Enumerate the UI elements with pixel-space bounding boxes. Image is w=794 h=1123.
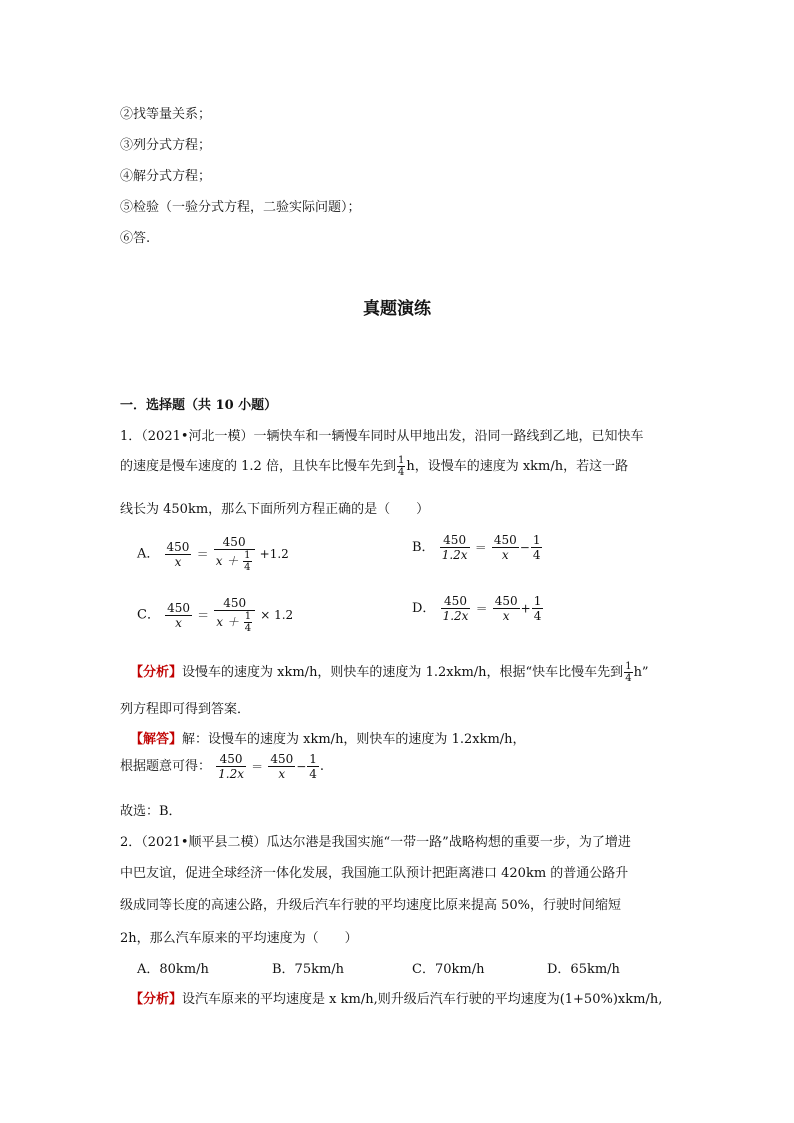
section-heading: 一．选择题（共 10 小题） (120, 398, 278, 413)
q1-analysis-line-2: 列方程即可得到答案． (120, 702, 251, 717)
q2-option-d[interactable]: D．65km/h (547, 962, 620, 977)
q2-analysis-line-1: 【分析】设汽车原来的平均速度是 x km/h,则升级后汽车行驶的平均速度为(1+50%)xkm/h, (130, 992, 663, 1007)
q2-line-1: 2．（2021•顺平县二模）瓜达尔港是我国实施“一带一路”战略构想的重要一步，为了增进 (120, 835, 631, 850)
option-b[interactable]: B． $\frac{450}{1.2x}$ ＝ $\frac{450}{x}$ − $\frac{1}{4}$ (412, 533, 541, 562)
q1-solution-line-1: 【解答】解：设慢车的速度为 xkm/h，则快车的速度为 1.2xkm/h， (130, 732, 526, 747)
step-2: ②找等量关系； (120, 107, 212, 122)
q2-line-3: 级成同等长度的高速公路，升级后汽车行驶的平均速度比原来提高 50%，行驶时间缩短 (120, 898, 622, 913)
fraction-quarter: $\frac{1}{4}$ (397, 455, 405, 478)
q1-line-2: 的速度是慢车速度的 1.2 倍，且快车比慢车先到 $\frac{1}{4}$ h，设慢车的速度为 xkm/h，若这一路 (120, 455, 629, 478)
option-d[interactable]: D． $\frac{450}{1.2x}$ ＝ $\frac{450}{x}$ + $\frac{1}{4}$ (412, 594, 542, 623)
q2-option-b[interactable]: B．75km/h (272, 962, 345, 977)
step-5: ⑤检验（一验分式方程，二验实际问题）； (120, 200, 361, 215)
step-4: ④解分式方程； (120, 169, 212, 184)
q1-answer: 故选：B． (120, 804, 182, 819)
q1-solution-line-2: 根据题意可得： $\frac{450}{1.2x}$ ＝ $\frac{450}{x}$ − $\frac{1}{4}$ . (120, 752, 325, 781)
option-c[interactable]: C． $\frac{450}{x}$ ＝ 450 x ＋ $\frac{1}{4}$ × 1.2 (137, 596, 294, 634)
q2-line-2: 中巴友谊，促进全球经济一体化发展，我国施工队预计把距离港口 420km 的普通公路升 (120, 866, 629, 881)
page-title: 真题演练 (363, 299, 431, 319)
q2-option-a[interactable]: A．80km/h (137, 962, 209, 977)
q1-line-3: 线长为 450km，那么下面所列方程正确的是（ ） (120, 502, 430, 517)
step-6: ⑥答. (120, 231, 151, 246)
q1-line-1: 1．（2021•河北一模）一辆快车和一辆慢车同时从甲地出发，沿同一路线到乙地，已知快车 (120, 429, 644, 444)
step-3: ③列分式方程； (120, 138, 212, 153)
q2-option-c[interactable]: C．70km/h (412, 962, 485, 977)
q2-line-4: 2h，那么汽车原来的平均速度为（ ） (120, 931, 358, 946)
option-a[interactable]: A． $\frac{450}{x}$ ＝ 450 x ＋ $\frac{1}{4}$ +1.2 (137, 535, 289, 573)
q1-analysis-line-1: 【分析】设慢车的速度为 xkm/h，则快车的速度为 1.2xkm/h，根据“快车比慢车先到 $\frac{1}{4}$ h” (130, 661, 649, 684)
